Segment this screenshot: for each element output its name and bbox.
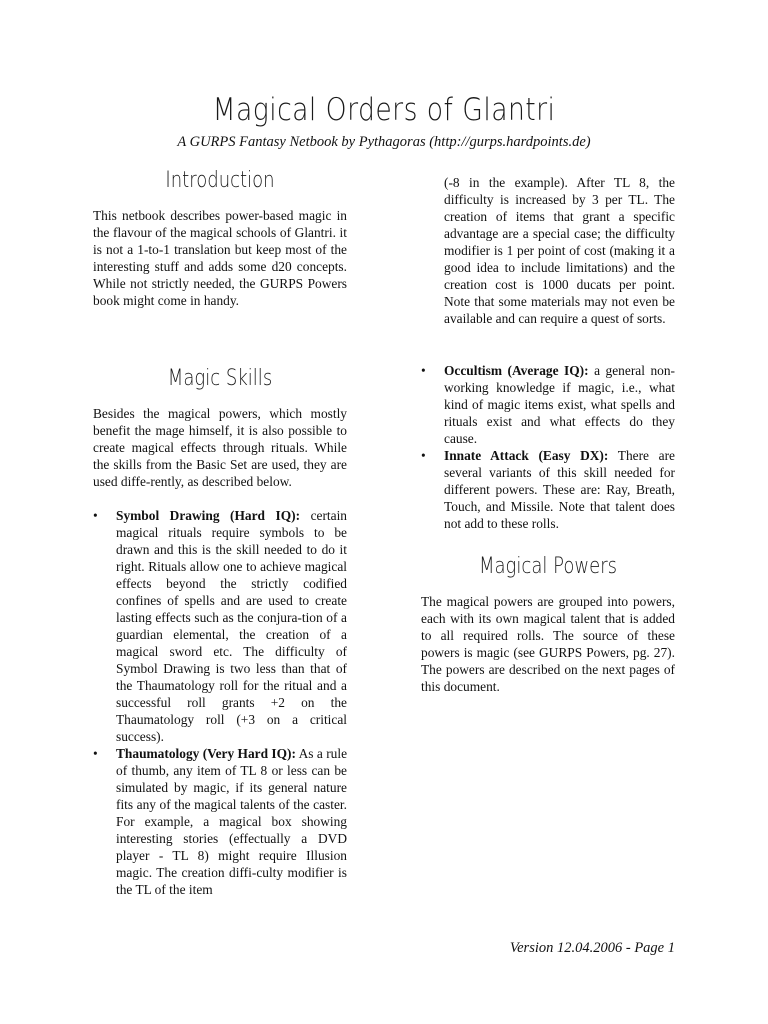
introduction-paragraph: This netbook describes power-based magic in the flavour of the magical schools of Glantri. it is not a 1-to-1 translation but keep most of the interesting stuff and adds some d20 concepts. While not strictly needed, the GURPS Powers book might come in handy.: [93, 208, 347, 308]
skill-description: As a rule of thumb, any item of TL 8 or less can be simulated by magic, if its general nature fits any of the magical talents of the caster. For example, a magical box showing interesting stories (effectually a DVD player - TL 8) might require Illusion magic. The creation diffi-culty modifier is the TL of the item: [116, 746, 348, 897]
page-footer: Version 12.04.2006 - Page 1: [509, 940, 675, 956]
thaumatology-continuation: (-8 in the example). After TL 8, the difficulty is increased by 3 per TL. The creation of items that grant a specific advantage are a special case; the difficulty modifier is 1 per point of cost (making it a good idea to include limitations) and the creation cost is 1000 ducats per point. Note that some materials may not even be available and can require a quest of sorts.: [444, 175, 675, 326]
skill-term: Innate Attack (Easy DX):: [444, 448, 609, 463]
skills-list-continued: [421, 362, 675, 532]
skill-description: a general non-working knowledge if magic, i.e., what kind of magic items exist, what spells and rituals exist and what effects do they cause.: [444, 363, 675, 446]
magical-powers-heading: Magical Powers: [478, 554, 618, 579]
skills-list: [93, 507, 347, 898]
list-item: [93, 507, 347, 745]
magical-powers-paragraph: The magical powers are grouped into powers, each with its own magical talent that is added to all required rolls. The source of these powers is magic (see GURPS Powers, pg. 27). The powers are described on the next pages of this document.: [421, 594, 675, 694]
skill-description: certain magical rituals require symbols to be drawn and this is the skill needed to do it right. Rituals allow one to achieve magical effects beyond the strictly codified confines of spells and are used to create lasting effects such as the conjura-tion of a guardian elemental, the creation of a magical sword etc. The difficulty of Symbol Drawing is two less than that of the Thaumatology roll for the ritual and a successful roll grants +2 on the Thaumatology roll (+3 on a critical success).: [116, 508, 347, 744]
skill-term: Occultism (Average IQ):: [444, 363, 589, 378]
skill-description: There are several variants of this skill needed for different powers. These are: Ray, Breath, Touch, and Missile. Note that talent does not add to these rolls.: [444, 448, 676, 531]
magic-skills-intro: Besides the magical powers, which mostly benefit the mage himself, it is also possible to create magical effects through rituals. While the skills from the Basic Set are used, they are used diffe-rently, as described below.: [93, 406, 347, 489]
magic-skills-heading: Magic Skills: [167, 366, 273, 391]
document-subtitle: A GURPS Fantasy Netbook by Pythagoras (http://gurps.hardpoints.de): [177, 134, 591, 150]
skill-term: Symbol Drawing (Hard IQ):: [116, 508, 301, 523]
skill-term: Thaumatology (Very Hard IQ):: [116, 746, 296, 761]
introduction-heading: Introduction: [165, 168, 275, 193]
list-item: [421, 447, 675, 532]
list-item: [421, 362, 675, 447]
list-item: [93, 745, 347, 898]
document-title: Magical Orders of Glantri: [212, 92, 556, 128]
